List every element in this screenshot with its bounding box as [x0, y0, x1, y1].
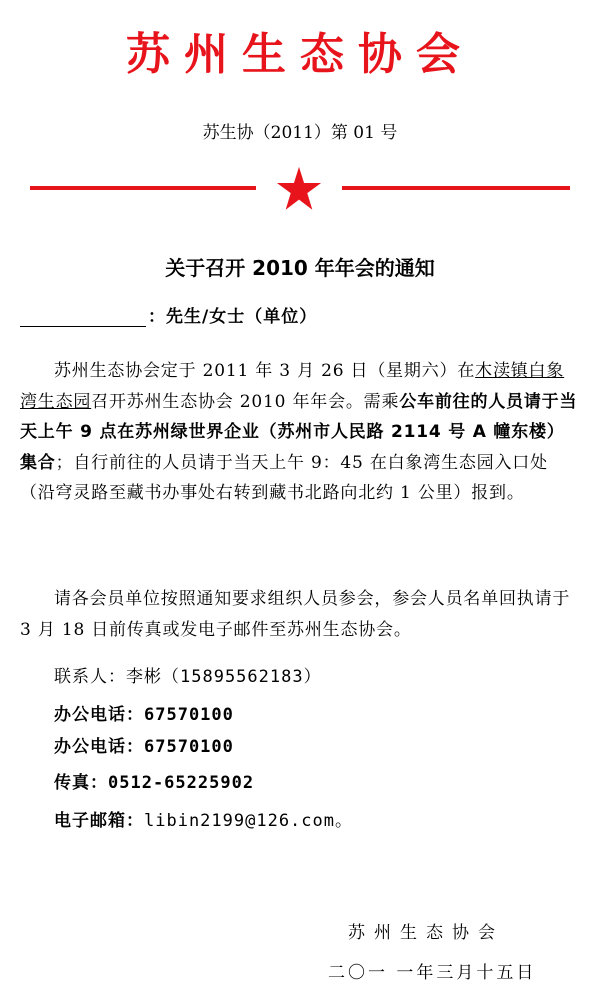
office-phone-1 — [54, 700, 234, 725]
office-phone-2 — [54, 732, 234, 757]
office-phone-1-label: 办公电话： — [54, 705, 144, 725]
contact-person-label: 联系人： — [54, 667, 126, 687]
fax-label: 传真： — [54, 773, 108, 793]
meeting-intro-text: 召开苏州生态协会 2010 年年会。需乘 — [91, 391, 400, 412]
signature-org: 苏州生态协会 — [348, 923, 504, 943]
signature-date: 二〇一 一年三月十五日 — [328, 963, 537, 983]
notice-title: 关于召开 2010 年年会的通知 — [165, 256, 435, 280]
org-title: 苏州生态协会 — [126, 29, 474, 80]
divider-line-left — [30, 186, 256, 190]
office-phone-1-value: 67570100 — [144, 705, 234, 725]
recipient-blank-line — [20, 326, 146, 327]
office-phone-2-label: 办公电话： — [54, 737, 144, 757]
email-value: libin2199@126.com。 — [144, 811, 353, 831]
contact-person-value: 李彬（15895562183） — [126, 667, 322, 687]
star-icon — [276, 166, 322, 212]
office-phone-2-value: 67570100 — [144, 737, 234, 757]
bus-gathering-info: 公车前往的人员请于当天上午 9 点在苏州绿世界企业（苏州市人民路 2114 号 A 幢东楼）集合 — [20, 391, 578, 473]
paragraph-registration: 请各会员单位按照通知要求组织人员参会，参会人员名单回执请于 3 月 18 日前传真或发电子邮件至苏州生态协会。 — [20, 589, 571, 640]
email-label: 电子邮箱： — [54, 811, 144, 831]
document-number: 苏生协（2011）第 01 号 — [202, 123, 398, 143]
contact-person — [54, 662, 322, 687]
fax — [54, 768, 254, 793]
divider-line-right — [342, 186, 570, 190]
meeting-date-text: 苏州生态协会定于 2011 年 3 月 26 日（星期六）在 — [54, 361, 476, 381]
paragraph-meeting-details — [20, 356, 580, 509]
fax-value: 0512-65225902 — [108, 773, 255, 793]
meeting-venue: 木渎镇白象湾生态园 — [20, 361, 565, 412]
email — [54, 806, 353, 831]
salutation: ：先生/女士（单位） — [148, 307, 318, 327]
self-travel-info: ；自行前往的人员请于当天上午 9：45 在白象湾生态园入口处（沿穹灵路至藏书办事处右转到藏书北路向北约 1 公里）报到。 — [20, 452, 548, 503]
